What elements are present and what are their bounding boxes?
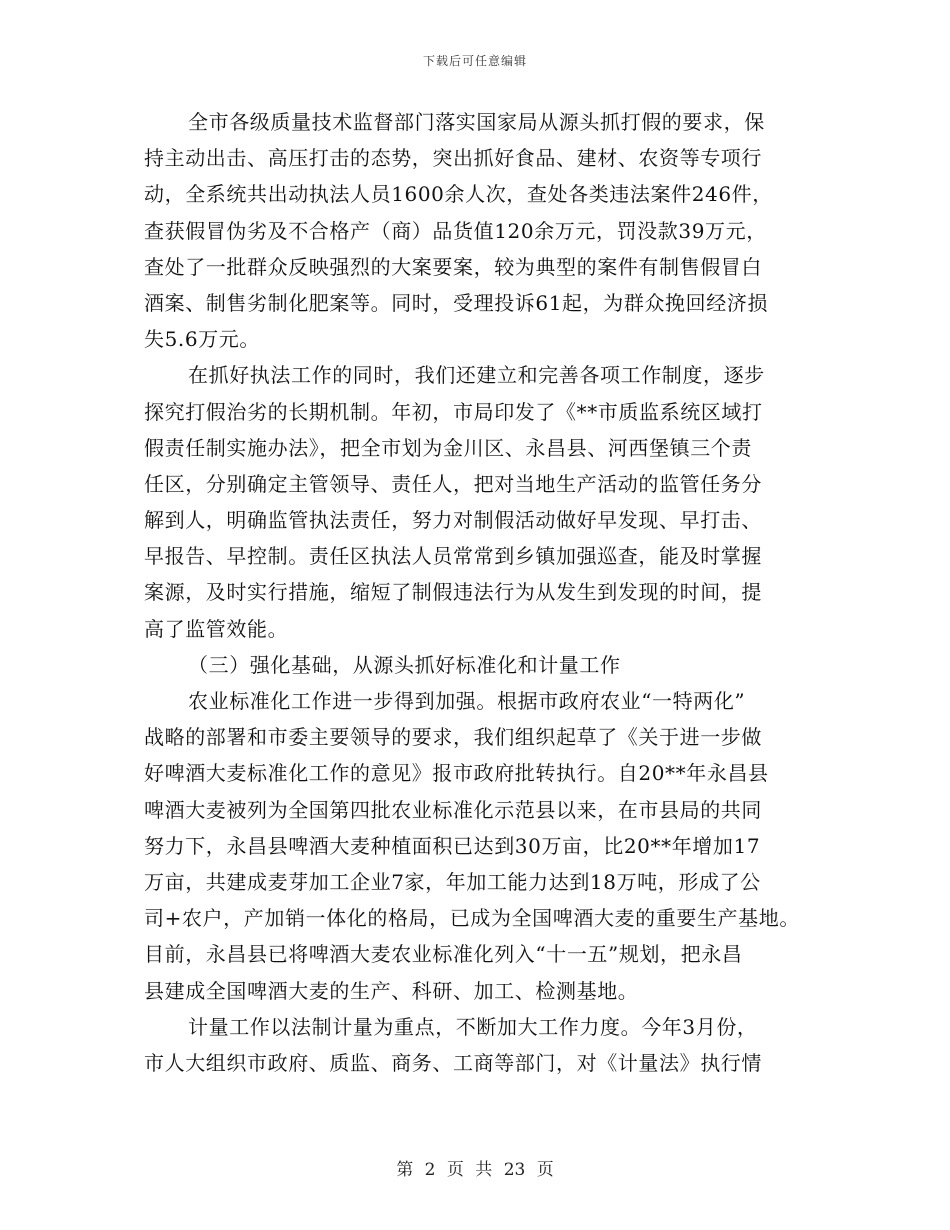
paragraph-line: 万亩，共建成麦芽加工企业7家，年加工能力达到18万吨，形成了公: [144, 869, 761, 894]
paragraph-line: 案源，及时实行措施，缩短了制假违法行为从发生到发现的时间，提: [144, 580, 762, 605]
paragraph-line: 县建成全国啤酒大麦的生产、科研、加工、检测基地。: [144, 978, 639, 1003]
paragraph-line: 酒案、制售劣制化肥案等。同时，受理投诉61起，为群众挽回经济损: [144, 290, 769, 315]
paragraph-line: 解到人，明确监管执法责任，努力对制假活动做好早发现、早打击、: [144, 508, 762, 533]
paragraph-line: 战略的部署和市委主要领导的要求，我们组织起草了《关于进一步做: [144, 725, 762, 750]
paragraph-line: 任区，分别确定主管领导、责任人，把对当地生产活动的监管任务分: [144, 471, 762, 496]
paragraph-line: 努力下，永昌县啤酒大麦种植面积已达到30万亩，比20**年增加17: [144, 833, 761, 858]
paragraph-line: 探究打假治劣的长期机制。年初，市局印发了《**市质监系统区域打: [144, 399, 763, 424]
paragraph-line: 在抓好执法工作的同时，我们还建立和完善各项工作制度，逐步: [188, 363, 765, 388]
paragraph-line: 目前，永昌县已将啤酒大麦农业标准化列入“十一五”规划，把永昌: [144, 942, 743, 967]
paragraph-line: 高了监管效能。: [144, 616, 289, 641]
paragraph-line: 早报告、早控制。责任区执法人员常常到乡镇加强巡查，能及时掌握: [144, 544, 762, 569]
paragraph-line: 农业标准化工作进一步得到加强。根据市政府农业“一特两化”: [188, 689, 746, 713]
paragraph-line: 失5.6万元。: [144, 327, 261, 352]
section-heading: （三）强化基础，从源头抓好标准化和计量工作: [188, 652, 621, 677]
paragraph-line: 全市各级质量技术监督部门落实国家局从源头抓打假的要求，保: [188, 110, 765, 134]
paragraph-line: 司+农户，产加销一体化的格局，已成为全国啤酒大麦的重要生产基地。: [144, 906, 800, 931]
page-number-footer: 第 2 页 共 23 页: [396, 1160, 554, 1180]
paragraph-line: 查处了一批群众反映强烈的大案要案，较为典型的案件有制售假冒白: [144, 254, 762, 279]
paragraph-line: 假责任制实施办法》，把全市划为金川区、永昌县、河西堡镇三个责: [144, 435, 752, 460]
paragraph-line: 计量工作以法制计量为重点，不断加大工作力度。今年3月份，: [188, 1014, 758, 1039]
paragraph-line: 市人大组织市政府、质监、商务、工商等部门，对《计量法》执行情: [144, 1050, 762, 1075]
paragraph-line: 动，全系统共出动执法人员1600余人次，查处各类违法案件246件，: [144, 182, 773, 207]
paragraph-line: 持主动出击、高压打击的态势，突出抓好食品、建材、农资等专项行: [144, 146, 762, 171]
document-body: [144, 104, 816, 1081]
paragraph-line: 查获假冒伪劣及不合格产（商）品货值120余万元，罚没款39万元，: [144, 218, 767, 243]
page-header-note: 下载后可任意编辑: [422, 54, 527, 68]
paragraph-line: 啤酒大麦被列为全国第四批农业标准化示范县以来，在市县局的共同: [144, 797, 762, 822]
paragraph-line: 好啤酒大麦标准化工作的意见》报市政府批转执行。自20**年永昌县: [144, 761, 769, 786]
